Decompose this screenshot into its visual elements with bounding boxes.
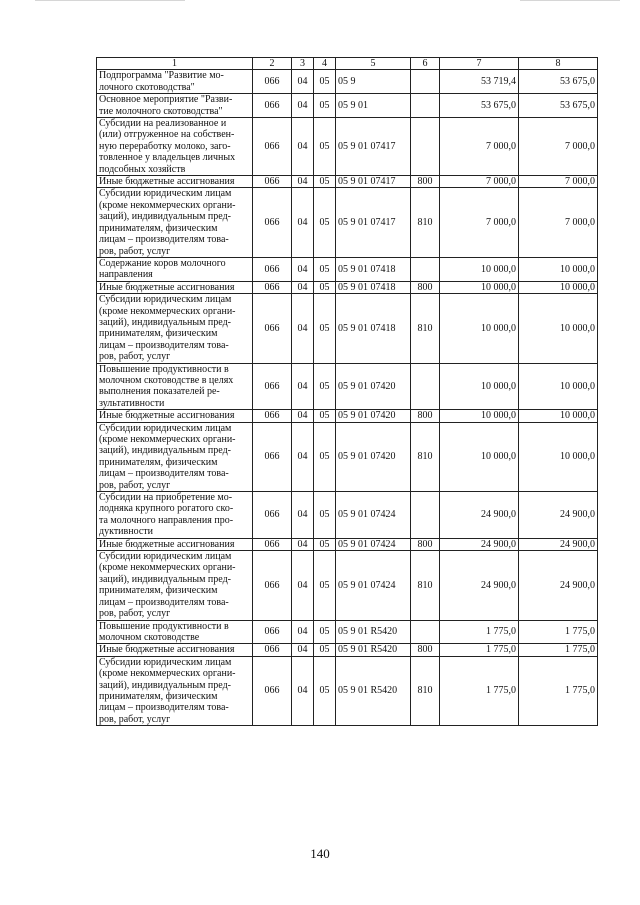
amount-col7-cell: 10 000,0 bbox=[440, 422, 519, 491]
amount-col7-cell: 24 900,0 bbox=[440, 492, 519, 539]
amount-col8-cell: 7 000,0 bbox=[519, 176, 598, 188]
row-name-cell: Повышение продуктивности в молочном скотоводстве bbox=[97, 620, 253, 644]
table-row bbox=[97, 176, 598, 188]
ministry-code-cell: 066 bbox=[253, 538, 292, 550]
ministry-code-cell: 066 bbox=[253, 188, 292, 257]
row-name-cell: Иные бюджетные ассигнования bbox=[97, 410, 253, 422]
target-article-cell: 05 9 01 07420 bbox=[336, 410, 411, 422]
table-row bbox=[97, 620, 598, 644]
target-article-cell: 05 9 01 07420 bbox=[336, 422, 411, 491]
row-name-cell: Основное мероприятие "Разви- тие молочного скотоводства" bbox=[97, 94, 253, 118]
row-name-cell: Иные бюджетные ассигнования bbox=[97, 538, 253, 550]
section-code-cell: 04 bbox=[292, 70, 314, 94]
amount-col7-cell: 24 900,0 bbox=[440, 551, 519, 620]
ministry-code-cell: 066 bbox=[253, 422, 292, 491]
ministry-code-cell: 066 bbox=[253, 281, 292, 293]
table-row bbox=[97, 294, 598, 363]
subsection-code-cell: 05 bbox=[314, 94, 336, 118]
column-header: 6 bbox=[411, 58, 440, 70]
amount-col7-cell: 53 675,0 bbox=[440, 94, 519, 118]
subsection-code-cell: 05 bbox=[314, 410, 336, 422]
amount-col8-cell: 1 775,0 bbox=[519, 620, 598, 644]
table-row bbox=[97, 281, 598, 293]
scan-edge-mark bbox=[35, 0, 185, 1]
ministry-code-cell: 066 bbox=[253, 94, 292, 118]
amount-col8-cell: 10 000,0 bbox=[519, 422, 598, 491]
table-row bbox=[97, 188, 598, 257]
amount-col8-cell: 1 775,0 bbox=[519, 656, 598, 725]
target-article-cell: 05 9 01 07424 bbox=[336, 551, 411, 620]
ministry-code-cell: 066 bbox=[253, 118, 292, 176]
amount-col8-cell: 1 775,0 bbox=[519, 644, 598, 656]
row-name-cell: Субсидии на приобретение мо- лодняка крупного рогатого ско- та молочного направления про- дуктивности bbox=[97, 492, 253, 539]
amount-col8-cell: 10 000,0 bbox=[519, 257, 598, 281]
section-code-cell: 04 bbox=[292, 176, 314, 188]
amount-col7-cell: 10 000,0 bbox=[440, 410, 519, 422]
ministry-code-cell: 066 bbox=[253, 410, 292, 422]
subsection-code-cell: 05 bbox=[314, 188, 336, 257]
row-name-cell: Подпрограмма "Развитие мо- лочного скотоводства" bbox=[97, 70, 253, 94]
amount-col7-cell: 10 000,0 bbox=[440, 257, 519, 281]
scan-edge-mark bbox=[520, 0, 620, 1]
section-code-cell: 04 bbox=[292, 257, 314, 281]
subsection-code-cell: 05 bbox=[314, 70, 336, 94]
page-number: 140 bbox=[310, 846, 330, 861]
subsection-code-cell: 05 bbox=[314, 422, 336, 491]
row-name-cell: Иные бюджетные ассигнования bbox=[97, 281, 253, 293]
expense-type-cell bbox=[411, 492, 440, 539]
expense-type-cell: 810 bbox=[411, 188, 440, 257]
amount-col7-cell: 7 000,0 bbox=[440, 188, 519, 257]
target-article-cell: 05 9 01 07424 bbox=[336, 538, 411, 550]
amount-col8-cell: 10 000,0 bbox=[519, 294, 598, 363]
ministry-code-cell: 066 bbox=[253, 551, 292, 620]
table-header-row bbox=[97, 58, 598, 70]
table-row bbox=[97, 422, 598, 491]
row-name-cell: Содержание коров молочного направления bbox=[97, 257, 253, 281]
ministry-code-cell: 066 bbox=[253, 70, 292, 94]
column-header: 7 bbox=[440, 58, 519, 70]
target-article-cell: 05 9 01 07418 bbox=[336, 281, 411, 293]
section-code-cell: 04 bbox=[292, 294, 314, 363]
amount-col7-cell: 10 000,0 bbox=[440, 281, 519, 293]
amount-col8-cell: 24 900,0 bbox=[519, 551, 598, 620]
row-name-cell: Субсидии юридическим лицам (кроме некоммерческих органи- заций), индивидуальным пред- принимателям, физическим лицам – производителям това- ров, работ, услуг bbox=[97, 422, 253, 491]
ministry-code-cell: 066 bbox=[253, 620, 292, 644]
amount-col7-cell: 7 000,0 bbox=[440, 176, 519, 188]
ministry-code-cell: 066 bbox=[253, 257, 292, 281]
section-code-cell: 04 bbox=[292, 644, 314, 656]
table-row bbox=[97, 257, 598, 281]
target-article-cell: 05 9 01 R5420 bbox=[336, 656, 411, 725]
row-name-cell: Субсидии юридическим лицам (кроме некоммерческих органи- заций), индивидуальным пред- принимателям, физическим лицам – производителям това- ров, работ, услуг bbox=[97, 551, 253, 620]
ministry-code-cell: 066 bbox=[253, 656, 292, 725]
amount-col7-cell: 24 900,0 bbox=[440, 538, 519, 550]
subsection-code-cell: 05 bbox=[314, 644, 336, 656]
target-article-cell: 05 9 01 R5420 bbox=[336, 644, 411, 656]
expense-type-cell bbox=[411, 94, 440, 118]
amount-col7-cell: 7 000,0 bbox=[440, 118, 519, 176]
expense-type-cell: 800 bbox=[411, 538, 440, 550]
ministry-code-cell: 066 bbox=[253, 294, 292, 363]
expense-type-cell: 810 bbox=[411, 656, 440, 725]
subsection-code-cell: 05 bbox=[314, 620, 336, 644]
expense-type-cell bbox=[411, 70, 440, 94]
expense-type-cell: 800 bbox=[411, 410, 440, 422]
ministry-code-cell: 066 bbox=[253, 176, 292, 188]
column-header: 2 bbox=[253, 58, 292, 70]
subsection-code-cell: 05 bbox=[314, 492, 336, 539]
table-row bbox=[97, 551, 598, 620]
amount-col7-cell: 10 000,0 bbox=[440, 363, 519, 410]
section-code-cell: 04 bbox=[292, 363, 314, 410]
row-name-cell: Субсидии юридическим лицам (кроме некоммерческих органи- заций), индивидуальным пред- принимателям, физическим лицам – производителям това- ров, работ, услуг bbox=[97, 656, 253, 725]
table-row bbox=[97, 492, 598, 539]
ministry-code-cell: 066 bbox=[253, 492, 292, 539]
amount-col8-cell: 53 675,0 bbox=[519, 70, 598, 94]
target-article-cell: 05 9 bbox=[336, 70, 411, 94]
expense-type-cell: 810 bbox=[411, 551, 440, 620]
subsection-code-cell: 05 bbox=[314, 538, 336, 550]
amount-col7-cell: 1 775,0 bbox=[440, 644, 519, 656]
section-code-cell: 04 bbox=[292, 492, 314, 539]
section-code-cell: 04 bbox=[292, 538, 314, 550]
expense-type-cell: 810 bbox=[411, 422, 440, 491]
amount-col8-cell: 10 000,0 bbox=[519, 363, 598, 410]
amount-col8-cell: 24 900,0 bbox=[519, 492, 598, 539]
amount-col8-cell: 24 900,0 bbox=[519, 538, 598, 550]
subsection-code-cell: 05 bbox=[314, 257, 336, 281]
section-code-cell: 04 bbox=[292, 422, 314, 491]
expense-type-cell bbox=[411, 363, 440, 410]
amount-col8-cell: 7 000,0 bbox=[519, 188, 598, 257]
target-article-cell: 05 9 01 07420 bbox=[336, 363, 411, 410]
subsection-code-cell: 05 bbox=[314, 118, 336, 176]
section-code-cell: 04 bbox=[292, 410, 314, 422]
column-header: 5 bbox=[336, 58, 411, 70]
amount-col8-cell: 7 000,0 bbox=[519, 118, 598, 176]
section-code-cell: 04 bbox=[292, 188, 314, 257]
expense-type-cell bbox=[411, 257, 440, 281]
expense-type-cell: 800 bbox=[411, 281, 440, 293]
section-code-cell: 04 bbox=[292, 656, 314, 725]
target-article-cell: 05 9 01 bbox=[336, 94, 411, 118]
subsection-code-cell: 05 bbox=[314, 294, 336, 363]
target-article-cell: 05 9 01 R5420 bbox=[336, 620, 411, 644]
column-header: 8 bbox=[519, 58, 598, 70]
row-name-cell: Субсидии на реализованное и (или) отгруженное на собствен- ную переработку молоко, заго- товленное у владельцев личных подсобных хозяйств bbox=[97, 118, 253, 176]
expense-type-cell: 800 bbox=[411, 644, 440, 656]
column-header: 3 bbox=[292, 58, 314, 70]
section-code-cell: 04 bbox=[292, 118, 314, 176]
amount-col8-cell: 10 000,0 bbox=[519, 410, 598, 422]
row-name-cell: Иные бюджетные ассигнования bbox=[97, 644, 253, 656]
ministry-code-cell: 066 bbox=[253, 644, 292, 656]
expense-type-cell bbox=[411, 118, 440, 176]
section-code-cell: 04 bbox=[292, 281, 314, 293]
table-row bbox=[97, 656, 598, 725]
row-name-cell: Повышение продуктивности в молочном скотоводстве в целях выполнения показателей ре- зультативности bbox=[97, 363, 253, 410]
target-article-cell: 05 9 01 07417 bbox=[336, 188, 411, 257]
row-name-cell: Субсидии юридическим лицам (кроме некоммерческих органи- заций), индивидуальным пред- принимателям, физическим лицам – производителям това- ров, работ, услуг bbox=[97, 188, 253, 257]
table-row bbox=[97, 538, 598, 550]
table-row bbox=[97, 94, 598, 118]
column-header: 4 bbox=[314, 58, 336, 70]
target-article-cell: 05 9 01 07417 bbox=[336, 176, 411, 188]
amount-col7-cell: 1 775,0 bbox=[440, 656, 519, 725]
section-code-cell: 04 bbox=[292, 94, 314, 118]
table-row bbox=[97, 644, 598, 656]
expense-type-cell: 810 bbox=[411, 294, 440, 363]
ministry-code-cell: 066 bbox=[253, 363, 292, 410]
row-name-cell: Иные бюджетные ассигнования bbox=[97, 176, 253, 188]
section-code-cell: 04 bbox=[292, 620, 314, 644]
subsection-code-cell: 05 bbox=[314, 176, 336, 188]
amount-col8-cell: 53 675,0 bbox=[519, 94, 598, 118]
column-header: 1 bbox=[97, 58, 253, 70]
amount-col7-cell: 10 000,0 bbox=[440, 294, 519, 363]
table-row bbox=[97, 118, 598, 176]
subsection-code-cell: 05 bbox=[314, 281, 336, 293]
section-code-cell: 04 bbox=[292, 551, 314, 620]
row-name-cell: Субсидии юридическим лицам (кроме некоммерческих органи- заций), индивидуальным пред- принимателям, физическим лицам – производителям това- ров, работ, услуг bbox=[97, 294, 253, 363]
amount-col7-cell: 1 775,0 bbox=[440, 620, 519, 644]
subsection-code-cell: 05 bbox=[314, 363, 336, 410]
table-row bbox=[97, 363, 598, 410]
target-article-cell: 05 9 01 07424 bbox=[336, 492, 411, 539]
amount-col7-cell: 53 719,4 bbox=[440, 70, 519, 94]
expense-type-cell bbox=[411, 620, 440, 644]
target-article-cell: 05 9 01 07418 bbox=[336, 257, 411, 281]
target-article-cell: 05 9 01 07417 bbox=[336, 118, 411, 176]
budget-table bbox=[96, 57, 598, 726]
expense-type-cell: 800 bbox=[411, 176, 440, 188]
target-article-cell: 05 9 01 07418 bbox=[336, 294, 411, 363]
subsection-code-cell: 05 bbox=[314, 656, 336, 725]
subsection-code-cell: 05 bbox=[314, 551, 336, 620]
amount-col8-cell: 10 000,0 bbox=[519, 281, 598, 293]
table-row bbox=[97, 70, 598, 94]
table-row bbox=[97, 410, 598, 422]
